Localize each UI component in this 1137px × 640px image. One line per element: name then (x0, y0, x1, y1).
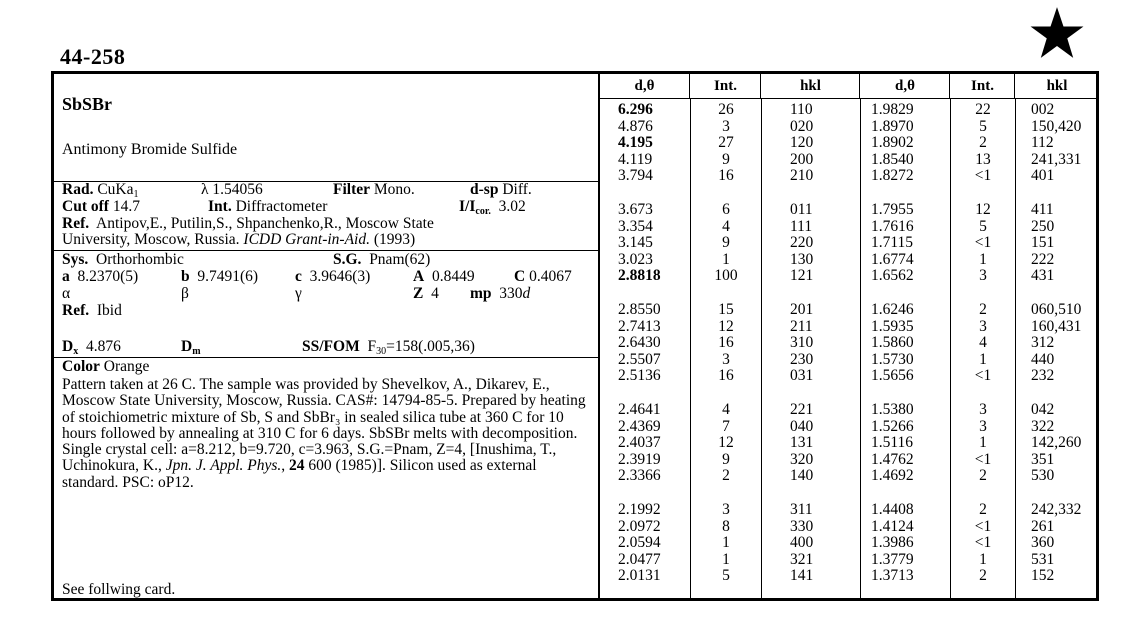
hkl-cell: 152 (1031, 567, 1055, 584)
intensity-cell: 4 (722, 401, 730, 418)
intensity-cell: 9 (722, 234, 730, 251)
color-field: Color Orange (62, 358, 150, 375)
beta-field: β (181, 285, 189, 302)
formula: SbSBr (62, 94, 113, 114)
d-spacing-cell: 2.5507 (618, 350, 661, 368)
d-spacing-cell: 1.8272 (871, 167, 914, 184)
d-spacing-cell: 1.5380 (871, 401, 914, 418)
col-divider (950, 98, 951, 598)
d-spacing-cell: 4.195 (618, 134, 653, 151)
intensity-cell: 2 (979, 134, 987, 151)
hkl-cell: 160,431 (1031, 317, 1082, 335)
intensity-cell: 1 (722, 250, 730, 268)
d-spacing-cell: 2.8550 (618, 301, 661, 318)
d-spacing-cell: 2.0594 (618, 534, 661, 551)
intensity-cell: 2 (722, 467, 730, 484)
hkl-cell: 151 (1031, 234, 1055, 251)
d-spacing-cell: 1.7955 (871, 201, 914, 218)
d-spacing-cell: 1.5656 (871, 367, 914, 384)
intensity-cell: 12 (975, 201, 991, 218)
header-int-left: Int. (691, 74, 761, 99)
d-spacing-cell: 3.023 (618, 250, 653, 268)
header-d-right: d,θ (861, 74, 950, 99)
lambda-field: λ 1.54056 (201, 181, 263, 198)
d-spacing-cell: 1.8970 (871, 117, 914, 135)
hkl-cell: 241,331 (1031, 150, 1082, 168)
d-spacing-cell: 3.145 (618, 234, 653, 251)
intensity-cell: 15 (718, 301, 734, 318)
d-spacing-cell: 2.4369 (618, 417, 661, 435)
d-spacing-cell: 2.6430 (618, 334, 661, 351)
hkl-cell: 242,332 (1031, 501, 1082, 518)
d-spacing-cell: 1.6562 (871, 267, 914, 284)
footnote: See follwing card. (62, 581, 176, 598)
hkl-cell: 040 (790, 417, 814, 435)
intensity-cell: 1 (722, 550, 730, 568)
hkl-cell: 130 (790, 250, 814, 268)
intensity-cell: <1 (974, 450, 992, 468)
intensity-cell: 100 (714, 267, 738, 284)
hkl-cell: 400 (790, 534, 814, 551)
d-spacing-cell: 1.8540 (871, 150, 914, 168)
intensity-cell: 8 (722, 517, 730, 535)
d-spacing-cell: 3.354 (618, 217, 653, 235)
intensity-cell: <1 (974, 234, 992, 251)
hkl-cell: 232 (1031, 367, 1055, 384)
intensity-cell: 3 (979, 317, 987, 335)
intensity-cell: 3 (979, 417, 987, 435)
hkl-cell: 250 (1031, 217, 1055, 235)
d-spacing-cell: 1.7115 (871, 234, 914, 251)
hkl-cell: 261 (1031, 517, 1055, 535)
hkl-cell: 321 (790, 550, 814, 568)
intensity-cell: 9 (722, 150, 730, 168)
star-icon (1030, 6, 1084, 60)
radiation-line: Rad. CuKa$_1$ (62, 181, 139, 200)
intensity-cell: 1 (722, 534, 730, 551)
intensity-cell: 1 (979, 550, 987, 568)
intensity-cell: 16 (718, 167, 734, 184)
d-spacing-cell: 1.4408 (871, 501, 914, 518)
hkl-cell: 401 (1031, 167, 1055, 184)
A-field: A 0.8449 (413, 268, 475, 285)
intensity-cell: 3 (722, 117, 730, 135)
hkl-cell: 230 (790, 350, 814, 368)
d-spacing-cell: 2.4037 (618, 434, 661, 451)
intensity-cell: <1 (974, 517, 992, 535)
header-hkl-left: hkl (762, 74, 860, 99)
intensity-cell: 3 (722, 501, 730, 518)
intensity-cell: 7 (722, 417, 730, 435)
intensity-cell: 27 (718, 134, 734, 151)
radiation-ref: Ref. Antipov,E., Putilin,S., Shpanchenko,R., Moscow State (62, 215, 434, 232)
hkl-cell: 011 (790, 201, 813, 218)
b-field: b 9.7491(6) (181, 268, 259, 285)
intensity-cell: 12 (718, 434, 734, 451)
hkl-cell: 150,420 (1031, 117, 1082, 135)
d-spacing-cell: 1.8902 (871, 134, 914, 151)
d-spacing-cell: 6.296 (618, 101, 653, 118)
d-spacing-cell: 1.5116 (871, 434, 914, 451)
radiation-ref-line2: University, Moscow, Russia. ICDD Grant-in-Aid. (1993) (62, 231, 416, 248)
hkl-cell: 530 (1031, 467, 1055, 484)
d-spacing-cell: 1.5266 (871, 417, 914, 435)
hkl-cell: 042 (1031, 401, 1055, 418)
intensity-cell: 5 (722, 567, 730, 584)
d-spacing-cell: 1.4762 (871, 450, 914, 468)
hkl-cell: 002 (1031, 101, 1055, 118)
col-divider (761, 98, 762, 598)
d-spacing-cell: 3.673 (618, 201, 653, 218)
a-field: a 8.2370(5) (62, 268, 139, 285)
d-spacing-cell: 1.3779 (871, 550, 914, 568)
d-spacing-cell: 1.3986 (871, 534, 914, 551)
intensity-cell: 2 (979, 467, 987, 484)
d-spacing-cell: 1.5935 (871, 317, 914, 335)
d-spacing-cell: 1.3713 (871, 567, 914, 584)
d-spacing-cell: 2.4641 (618, 401, 661, 418)
sys-field: Sys. Orthorhombic (62, 251, 184, 268)
C-field: C 0.4067 (514, 268, 572, 285)
d-spacing-cell: 1.6774 (871, 250, 914, 268)
comment-text: Pattern taken at 26 C. The sample was provided by Shevelkov, A., Dikarev, E., Moscow State University, Moscow, Russia. CAS#: 14794-85-5. Prepared by heating of stoichiometric mixture of Sb, S and SbBr₃ in sealed silica tube at 360 C for 10 hours followed by annealing at 310 C for 6 days. SbSBr melts with decomposition. Single crystal cell: a=8.212, b=9.720, c=3.963, S.G.=Pnam, Z=4, [Inushima, T., Uchinokura, K., Jpn. J. Appl. Phys., 24 600 (1985)]. Silicon used as external standard. PSC: oP12. (62, 376, 586, 491)
intensity-cell: 4 (979, 334, 987, 351)
gamma-field: γ (295, 285, 302, 302)
header-d-left: d,θ (600, 74, 690, 99)
filter-field: Filter Mono. (333, 181, 415, 198)
hkl-cell: 310 (790, 334, 814, 351)
icor-field: $I/I_{cor.}$ 3.02 (459, 198, 526, 217)
d-spacing-cell: 1.7616 (871, 217, 914, 235)
mp-field: mp 330d (470, 285, 531, 302)
hkl-cell: 211 (790, 317, 813, 335)
hkl-cell: 201 (790, 301, 814, 318)
header-int-right: Int. (951, 74, 1015, 99)
int-field: Int. Diffractometer (208, 198, 328, 215)
d-spacing-cell: 2.8818 (618, 267, 661, 284)
hkl-cell: 220 (790, 234, 814, 251)
diffraction-table (598, 74, 1098, 598)
d-spacing-cell: 1.6246 (871, 301, 914, 318)
sg-field: S.G. Pnam(62) (333, 251, 431, 268)
intensity-cell: 16 (718, 334, 734, 351)
card-number: 44-258 (60, 44, 126, 69)
intensity-cell: 3 (979, 267, 987, 284)
intensity-cell: 2 (979, 301, 987, 318)
hkl-cell: 312 (1031, 334, 1055, 351)
hkl-cell: 060,510 (1031, 301, 1082, 318)
d-spacing-cell: 1.4692 (871, 467, 914, 484)
d-spacing-cell: 2.0131 (618, 567, 661, 584)
d-spacing-cell: 2.3919 (618, 450, 661, 468)
intensity-cell: 1 (979, 434, 987, 451)
hkl-cell: 311 (790, 501, 813, 518)
hkl-cell: 221 (790, 401, 814, 418)
z-field: Z 4 (413, 285, 439, 302)
intensity-cell: 3 (722, 350, 730, 368)
intensity-cell: 13 (975, 150, 991, 168)
hkl-cell: 440 (1031, 350, 1055, 368)
intensity-cell: 4 (722, 217, 730, 235)
intensity-cell: 1 (979, 250, 987, 268)
intensity-cell: 12 (718, 317, 734, 335)
intensity-cell: 2 (979, 567, 987, 584)
dm-field: $D_m$ (181, 338, 201, 357)
d-spacing-cell: 1.4124 (871, 517, 914, 535)
hkl-cell: 031 (790, 367, 814, 384)
hkl-cell: 360 (1031, 534, 1055, 551)
d-spacing-cell: 2.3366 (618, 467, 661, 484)
hkl-cell: 141 (790, 567, 814, 584)
hkl-cell: 111 (790, 217, 813, 235)
intensity-cell: <1 (974, 167, 992, 184)
intensity-cell: 1 (979, 350, 987, 368)
hkl-cell: 210 (790, 167, 814, 184)
d-spacing-cell: 4.876 (618, 117, 653, 135)
col-divider (690, 98, 691, 598)
intensity-cell: 26 (718, 101, 734, 118)
hkl-cell: 411 (1031, 201, 1054, 218)
chemical-name: Antimony Bromide Sulfide (62, 141, 238, 158)
intensity-cell: <1 (974, 534, 992, 551)
d-spacing-cell: 1.5860 (871, 334, 914, 351)
intensity-cell: 16 (718, 367, 734, 384)
hkl-cell: 131 (790, 434, 814, 451)
d-spacing-cell: 2.1992 (618, 501, 661, 518)
d-spacing-cell: 2.5136 (618, 367, 661, 384)
d-spacing-cell: 1.9829 (871, 101, 914, 118)
hkl-cell: 120 (790, 134, 814, 151)
d-spacing-cell: 2.0477 (618, 550, 661, 568)
d-spacing-cell: 1.5730 (871, 350, 914, 368)
col-divider (1015, 98, 1016, 598)
intensity-cell: 9 (722, 450, 730, 468)
hkl-cell: 200 (790, 150, 814, 168)
ssfom-field: SS/FOM $F_{30}=158(.005,36)$ (302, 338, 475, 357)
d-spacing-cell: 3.794 (618, 167, 653, 184)
hkl-cell: 431 (1031, 267, 1055, 284)
hkl-cell: 222 (1031, 250, 1055, 268)
hkl-cell: 320 (790, 450, 814, 468)
hkl-cell: 142,260 (1031, 434, 1082, 451)
d-spacing-cell: 4.119 (618, 150, 653, 168)
hkl-cell: 140 (790, 467, 814, 484)
hkl-cell: 121 (790, 267, 814, 284)
pdf-card (51, 71, 1099, 601)
dsp-field: d-sp Diff. (470, 181, 532, 198)
intensity-cell: 2 (979, 501, 987, 518)
d-spacing-cell: 2.0972 (618, 517, 661, 535)
intensity-cell: 3 (979, 401, 987, 418)
dx-field: $D_x$ 4.876 (62, 338, 121, 357)
intensity-cell: 6 (722, 201, 730, 218)
hkl-cell: 531 (1031, 550, 1055, 568)
hkl-cell: 110 (790, 101, 813, 118)
intensity-cell: 22 (975, 101, 991, 118)
intensity-cell: <1 (974, 367, 992, 384)
intensity-cell: 5 (979, 117, 987, 135)
cutoff-field: Cut off 14.7 (62, 198, 140, 215)
card-left-panel (54, 74, 598, 598)
hkl-cell: 322 (1031, 417, 1055, 435)
alpha-field: α (62, 285, 71, 302)
hkl-cell: 112 (1031, 134, 1054, 151)
hkl-cell: 020 (790, 117, 814, 135)
d-spacing-cell: 2.7413 (618, 317, 661, 335)
hkl-cell: 330 (790, 517, 814, 535)
intensity-cell: 5 (979, 217, 987, 235)
header-hkl-right: hkl (1016, 74, 1098, 99)
hkl-cell: 351 (1031, 450, 1055, 468)
crystal-ref: Ref. Ibid (62, 302, 122, 319)
c-field: c 3.9646(3) (295, 268, 371, 285)
